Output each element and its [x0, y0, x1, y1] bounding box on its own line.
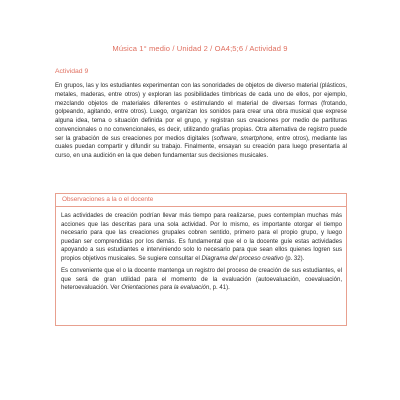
description-emphasis: software, smartphone,	[213, 135, 275, 142]
teacher-notes-paragraph	[61, 267, 342, 293]
description-text: En grupos, las y los estudiantes experimentan con las sonoridades de objetos de diverso material (plásticos, metales, maderas, entre otros) y exploran las posibilidades tímbricas de cada uno de ellos, por ejemplo, mezclando objetos de materiales diferentes o estimulando el material de diversas formas (frotando, golpeando, agitando, entre otros). Luego, organizan los sonidos para crear una obra musical que exprese alguna idea, tema o situación definida por el grupo, y registran sus creaciones por medio de partituras convencionales o no convencionales, es decir, utilizando grafías propias. Otra alternativa de registro puede ser la grabación de sus creaciones por medios digitales (	[55, 83, 347, 142]
page-header: Música 1° medio / Unidad 2 / OA4;5;6 / Actividad 9	[112, 44, 288, 53]
teacher-notes-body	[56, 207, 346, 293]
notes-p2-text: Es conveniente que el o la docente mantenga un registro del proceso de creación de sus estudiantes, el que será de gran utilidad para el momento de la evaluación (autoevaluación, coevaluación, heteroevaluación. Ver	[61, 268, 342, 292]
teacher-notes-title: Observaciones a la o el docente	[56, 194, 346, 207]
teacher-notes-paragraph	[61, 212, 342, 264]
activity-title: Actividad 9	[55, 68, 89, 75]
notes-p2-reference: Orientaciones para la evaluación	[121, 285, 210, 292]
notes-p1-text: Las actividades de creación podrían llevar más tiempo para realizarse, pues contemplan muchas más acciones que las descritas para una sola actividad. Por lo mismo, es importante otorgar el tiempo necesario para que las creaciones grupales cobren sentido, primero para el propio grupo, y luego puedan ser comprendidas por los demás. Es fundamental que el o la docente guíe estas actividades apoyando a sus estudiantes e interviniendo solo lo necesario para que sean ellos quienes logren sus propios objetivos musicales. Se sugiere consultar el	[61, 213, 342, 262]
notes-p1-reference: Diagrama del proceso creativo	[201, 255, 284, 262]
activity-description	[55, 82, 347, 161]
notes-p2-page: , p. 41).	[209, 285, 230, 292]
description-text-end: entre otros), mediante las cuales puedan compartir y difundir su trabajo. Finalmente, ensayan su creación para luego presentarla al curso, en una audición en la que deben fundamentar sus decisiones musicales.	[55, 135, 347, 159]
notes-p1-page: (p. 32).	[283, 255, 305, 262]
teacher-notes-box	[55, 193, 347, 326]
